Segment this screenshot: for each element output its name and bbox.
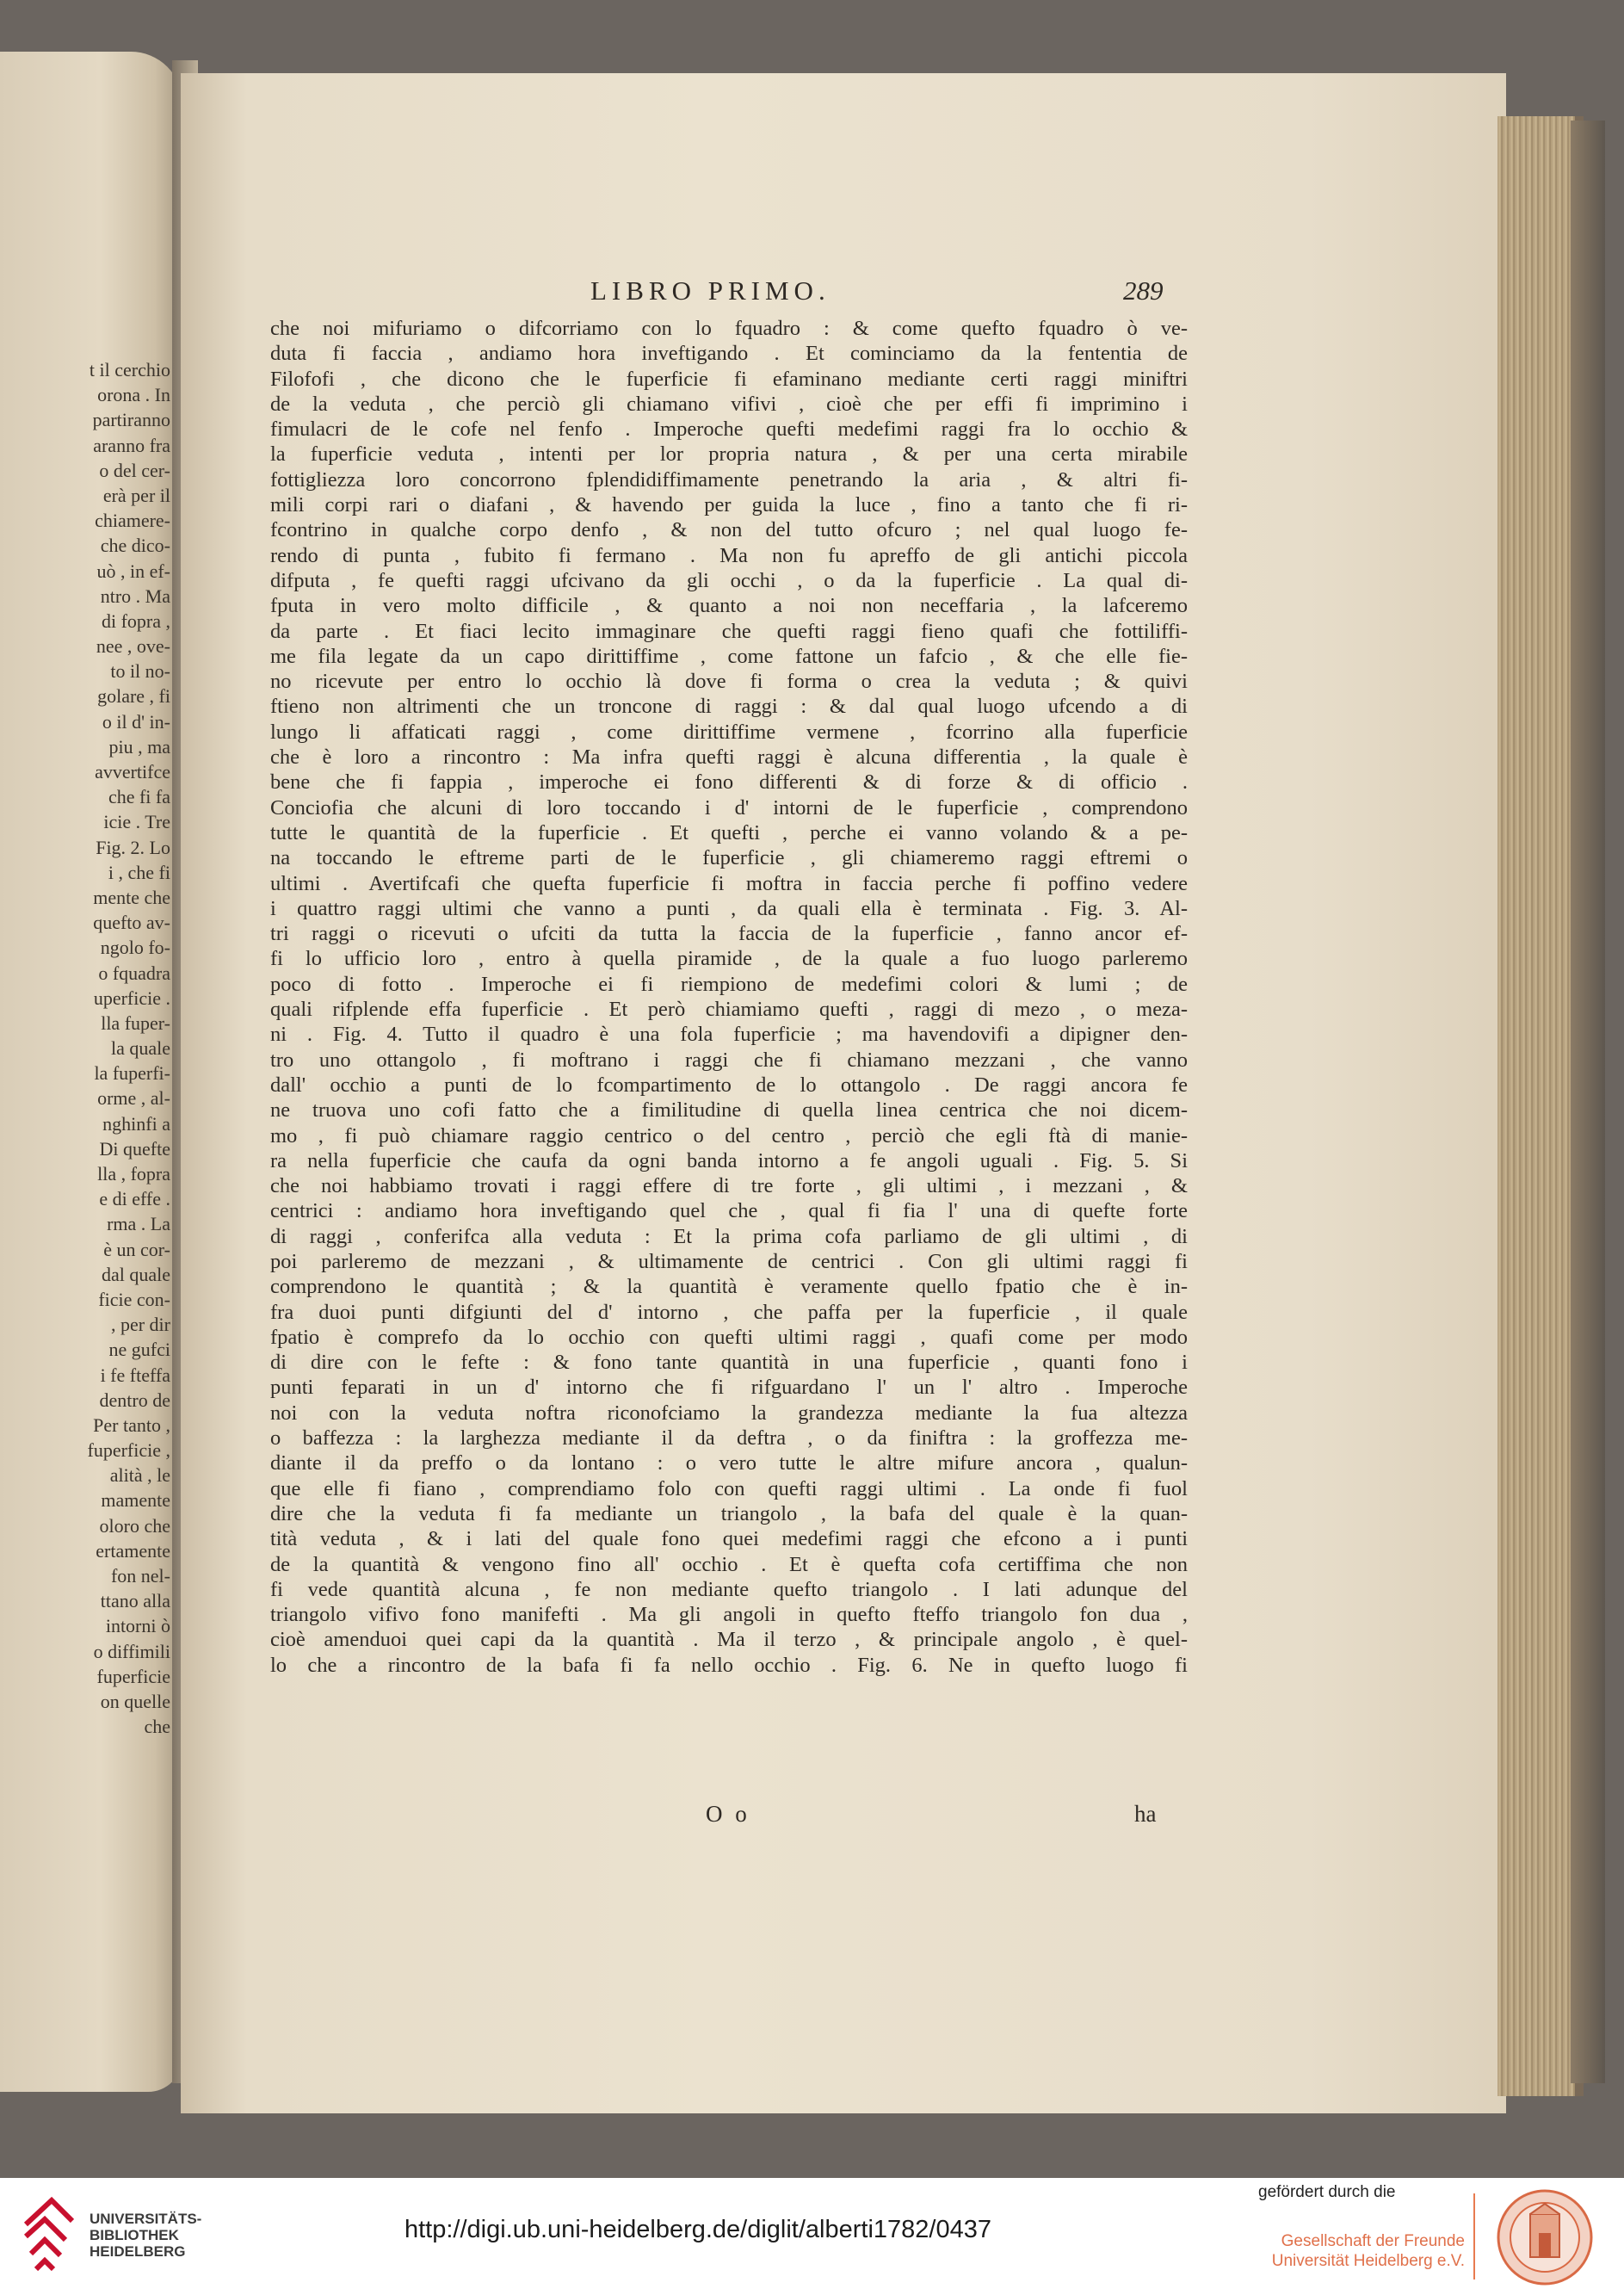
left-page-fragment: ficie con-	[98, 1288, 170, 1310]
body-line: diante il da preffo o da lontano : o vero tutte le altre mifure ancora , qualun-	[270, 1451, 1188, 1475]
society-name-line: Gesellschaft der Freunde	[1281, 2232, 1465, 2250]
left-page-fragment: ertamente	[96, 1539, 170, 1562]
left-page-fragment: erà per il	[102, 484, 170, 506]
left-page-fragment: oloro che	[99, 1514, 170, 1537]
left-page-fragment: intorni ò	[105, 1615, 170, 1637]
permalink-url[interactable]: http://digi.ub.uni-heidelberg.de/diglit/alberti1782/0437	[404, 2216, 991, 2243]
left-page-fragment: i , che fi	[108, 861, 170, 883]
library-name-line: BIBLIOTHEK	[90, 2227, 179, 2243]
body-line: che è loro a rincontro : Ma infra quefti raggi è alcuna differentia , la quale è	[270, 745, 1188, 770]
body-line: che noi mifuriamo o difcorriamo con lo fquadro : & come quefto fquadro ò ve-	[270, 317, 1188, 340]
left-page-fragment: partiranno	[92, 409, 170, 431]
left-page-fragment: la fuperfi-	[94, 1062, 170, 1085]
body-line: lo che a rincontro de la bafa fi fa nello occhio . Fig. 6. Ne in quefto luogo fi	[270, 1653, 1188, 1677]
body-line: rendo di punta , fubito fi fermano . Ma non fu apreffo de gli antichi piccola	[270, 543, 1188, 567]
body-line: Filofofi , che dicono che le fuperficie fi efaminano mediante certi raggi miniftri	[270, 367, 1188, 391]
body-line: centrici : andiamo hora inveftigando quel che , qual fi fia l' una di quefte forte	[270, 1199, 1188, 1223]
left-page-fragment: nghinfi a	[102, 1112, 170, 1135]
left-page-fragment: on quelle	[100, 1690, 170, 1712]
body-line: bene che fi fappia , imperoche ei fono differenti & di forze & di officio .	[270, 770, 1188, 795]
left-page-fragment: mamente	[101, 1489, 170, 1512]
body-line: fpatio è comprefo da lo occhio con quefti ultimi raggi , quafi come per modo	[270, 1325, 1188, 1349]
body-line: che noi habbiamo trovati i raggi effere di tre forte , gli ultimi , i mezzani , &	[270, 1174, 1188, 1198]
footer-bar	[0, 2178, 1624, 2295]
body-line: difputa , fe quefti raggi ufcivano da gli occhi , o da la fuperficie . La qual di-	[270, 568, 1188, 592]
body-line: Conciofia che alcuni di loro toccando i d' intorni de le fuperficie , comprendono	[270, 795, 1188, 820]
university-seal-icon	[1496, 2188, 1594, 2286]
body-line: poi parleremo de mezzani , & ultimamente de centrici . Con gli ultimi raggi fi	[270, 1249, 1188, 1273]
left-page-fragment: o fquadra	[98, 962, 170, 984]
left-page-fragment: è un cor-	[103, 1238, 170, 1260]
left-page-fragment: ne gufci	[108, 1339, 170, 1361]
left-page-fragment: Per tanto ,	[93, 1413, 170, 1436]
left-page-fragment: o del cer-	[99, 459, 170, 481]
body-line: dire che la veduta fi fa mediante un triangolo , la bafa del quale è la quan-	[270, 1501, 1188, 1525]
left-page-text	[0, 357, 170, 1739]
left-page-fragment: aranno fra	[93, 434, 170, 456]
body-line: di raggi , conferifca alla veduta : Et la prima cofa parliamo de gli ultimi , di	[270, 1224, 1188, 1248]
left-page-fragment: Di quefte	[99, 1137, 170, 1160]
body-line: tità veduta , & i lati del quale fono quei medefimi raggi che efcono a i punti	[270, 1527, 1188, 1551]
society-name-line: Universität Heidelberg e.V.	[1271, 2252, 1465, 2270]
left-page-fragment: o il d' in-	[102, 710, 170, 733]
left-page-fragment: mente che	[93, 886, 170, 908]
page-number: 289	[1123, 275, 1164, 306]
body-line: duta fi faccia , andiamo hora inveftigando . Et cominciamo da la fententia de	[270, 342, 1188, 366]
left-page-fragment: rma . La	[107, 1213, 170, 1235]
body-line: triangolo vifivo fono manifefti . Ma gli angoli in quefto fteffo triangolo fon dua ,	[270, 1603, 1188, 1627]
body-line: no ricevute per entro lo occhio là dove fi forma o crea la veduta ; & quivi	[270, 670, 1188, 694]
left-page-fragment: e di effe .	[99, 1188, 170, 1210]
left-page-fragment: uperficie .	[93, 987, 170, 1009]
body-line: fottigliezza loro concorrono fplendidiffimamente penetrando la aria , & altri fi-	[270, 467, 1188, 492]
left-page-fragment: dentro de	[99, 1389, 170, 1411]
left-page	[0, 52, 182, 2092]
left-page-fragment: lla , fopra	[97, 1163, 170, 1185]
left-page-fragment: fuperficie ,	[87, 1439, 170, 1462]
signature-mark: O o	[706, 1801, 750, 1827]
left-page-fragment: uò , in ef-	[96, 560, 170, 582]
body-line: ne truova uno cofi fatto che a fimilitudine di quella linea centrica che noi dicem-	[270, 1098, 1188, 1123]
left-page-fragment: piu , ma	[108, 735, 170, 758]
body-line: la fuperficie veduta , intenti per lor propria natura , & per una certa mirabile	[270, 442, 1188, 467]
left-page-fragment: che dico-	[100, 535, 170, 557]
body-line: da parte . Et fiaci lecito immaginare che quefti raggi fieno quafi che fottiliffi-	[270, 619, 1188, 643]
body-line: na toccando le eftreme parti de le fuperficie , gli chiameremo raggi eftremi o	[270, 846, 1188, 870]
body-line: poco di fotto . Imperoche ei fi riempiono de medefimi colori & lumi ; de	[270, 972, 1188, 996]
left-page-fragment: orme , al-	[97, 1087, 170, 1110]
footer-divider	[1473, 2193, 1475, 2280]
body-line: punti feparati in un d' intorno che fi rifguardano l' un l' altro . Imperoche	[270, 1376, 1188, 1400]
left-page-fragment: ttano alla	[100, 1590, 170, 1612]
left-page-fragment: i fe fteffa	[100, 1364, 170, 1386]
body-line: tri raggi o ricevuti o ufciti da tutta la faccia de la fuperficie , fanno ancor ef-	[270, 922, 1188, 946]
body-line: de la quantità & vengono fino all' occhio . Et è quefta cofa certiffima che non	[270, 1552, 1188, 1576]
body-line: lungo li affaticati raggi , come dirittiffime vermene , fcorrino alla fuperficie	[270, 720, 1188, 744]
body-line: comprendono le quantità ; & la quantità è veramente quello fpatio che è in-	[270, 1275, 1188, 1299]
body-line: ultimi . Avertifcafi che quefta fuperficie fi moftra in faccia perche fi poffino vedere	[270, 871, 1188, 895]
ub-logo-icon	[19, 2192, 79, 2278]
body-line: fra duoi punti difgiunti del d' intorno , che paffa per la fuperficie , il quale	[270, 1300, 1188, 1324]
left-page-fragment: o diffimili	[93, 1640, 170, 1662]
body-line: fi vede quantità alcuna , fe non mediante quefto triangolo . I lati adunque del	[270, 1577, 1188, 1601]
left-page-fragment: dal quale	[101, 1263, 170, 1285]
left-page-fragment: icie . Tre	[103, 811, 170, 833]
body-line: de la veduta , che perciò gli chiamano vifivi , cioè che per effi fi imprimino i	[270, 392, 1188, 416]
body-line: que elle fi fiano , comprendiamo folo con quefti raggi ultimi . La onde fi fuol	[270, 1476, 1188, 1500]
society-name	[1260, 2231, 1465, 2271]
body-line: fputa in vero molto difficile , & quanto a noi non neceffaria , la lafceremo	[270, 594, 1188, 618]
body-line: cioè amenduoi quei capi da la quantità . Ma il terzo , & principale angolo , è quel-	[270, 1628, 1188, 1652]
left-page-fragment: alità , le	[109, 1464, 170, 1487]
left-page-fragment: orona . In	[97, 384, 170, 406]
library-name-line: UNIVERSITÄTS-	[90, 2211, 202, 2227]
left-page-fragment: nee , ove-	[96, 635, 170, 658]
book-cover-edge	[1571, 121, 1605, 2083]
body-line: o baffezza : la larghezza mediante il da deftra , o da finiftra : la groffezza me-	[270, 1426, 1188, 1451]
left-page-fragment: golare , fi	[97, 685, 170, 708]
body-line: fimulacri de le cofe nel fenfo . Imperoche quefti medefimi raggi fra lo occhio &	[270, 418, 1188, 442]
left-page-fragment: avvertifce	[95, 761, 170, 783]
left-page-fragment: la quale	[110, 1037, 170, 1060]
left-page-fragment: t il cerchio	[89, 359, 170, 380]
left-page-fragment: che fi fa	[108, 786, 170, 808]
left-page-fragment: fon nel-	[110, 1565, 170, 1587]
running-head: LIBRO PRIMO.	[590, 275, 831, 306]
body-line: fcontrino in qualche corpo denfo , & non del tutto ofcuro ; nel qual luogo fe-	[270, 518, 1188, 542]
body-line: me fila legate da un capo dirittiffime , come fattone un fafcio , & che elle fie-	[270, 644, 1188, 668]
library-name	[90, 2211, 201, 2260]
body-line: ra nella fuperficie che caufa da ogni banda intorno a fe angoli uguali . Fig. 5. Si	[270, 1148, 1188, 1172]
body-line: di dire con le fefte : & fono tante quantità in una fuperficie , quanti fono i	[270, 1351, 1188, 1375]
left-page-fragment: quefto av-	[93, 912, 170, 934]
body-line: noi con la veduta noftra riconofciamo la grandezza mediante la fua altezza	[270, 1401, 1188, 1425]
library-name-line: HEIDELBERG	[90, 2243, 186, 2260]
catchword: ha	[1134, 1801, 1157, 1827]
left-page-fragment: che	[144, 1716, 170, 1738]
left-page-fragment: lla fuper-	[101, 1011, 170, 1034]
body-line: mili corpi rari o diafani , & havendo per guida la luce , fino a tanto che fi ri-	[270, 493, 1188, 517]
body-text	[270, 316, 1188, 1678]
funded-by-label: gefördert durch die	[1258, 2183, 1396, 2201]
body-line: fi lo ufficio loro , entro à quella piramide , de la quale a fuo luogo parleremo	[270, 947, 1188, 971]
body-line: i quattro raggi ultimi che vanno a punti , da quali ella è terminata . Fig. 3. Al-	[270, 896, 1188, 920]
body-line: mo , fi può chiamare raggio centrico o del centro , perciò che egli ftà di manie-	[270, 1123, 1188, 1148]
left-page-fragment: di fopra ,	[101, 609, 170, 632]
left-page-fragment: chiamere-	[95, 510, 170, 532]
left-page-fragment: ntro . Ma	[100, 585, 170, 607]
body-line: ni . Fig. 4. Tutto il quadro è una fola fuperficie ; ma havendovifi a dipigner den-	[270, 1023, 1188, 1047]
left-page-fragment: fuperficie	[96, 1665, 170, 1687]
left-page-fragment: ngolo fo-	[100, 937, 170, 959]
left-page-fragment: to il no-	[110, 660, 170, 683]
body-line: ftieno non altrimenti che un troncone di raggi : & dal qual luogo ufcendo a di	[270, 695, 1188, 719]
left-page-fragment: , per dir	[110, 1314, 170, 1336]
body-line: tro uno ottangolo , fi moftrano i raggi che fi chiamano mezzani , che vanno	[270, 1048, 1188, 1072]
body-line: tutte le quantità de la fuperficie . Et quefti , perche ei vanno volando & a pe-	[270, 820, 1188, 844]
body-line: dall' occhio a punti de lo fcompartimento de lo ottangolo . De raggi ancora fe	[270, 1073, 1188, 1097]
body-line: quali rifplende effa fuperficie . Et però chiamiamo quefti , raggi di mezo , o meza-	[270, 998, 1188, 1022]
left-page-fragment: Fig. 2. Lo	[96, 836, 170, 858]
